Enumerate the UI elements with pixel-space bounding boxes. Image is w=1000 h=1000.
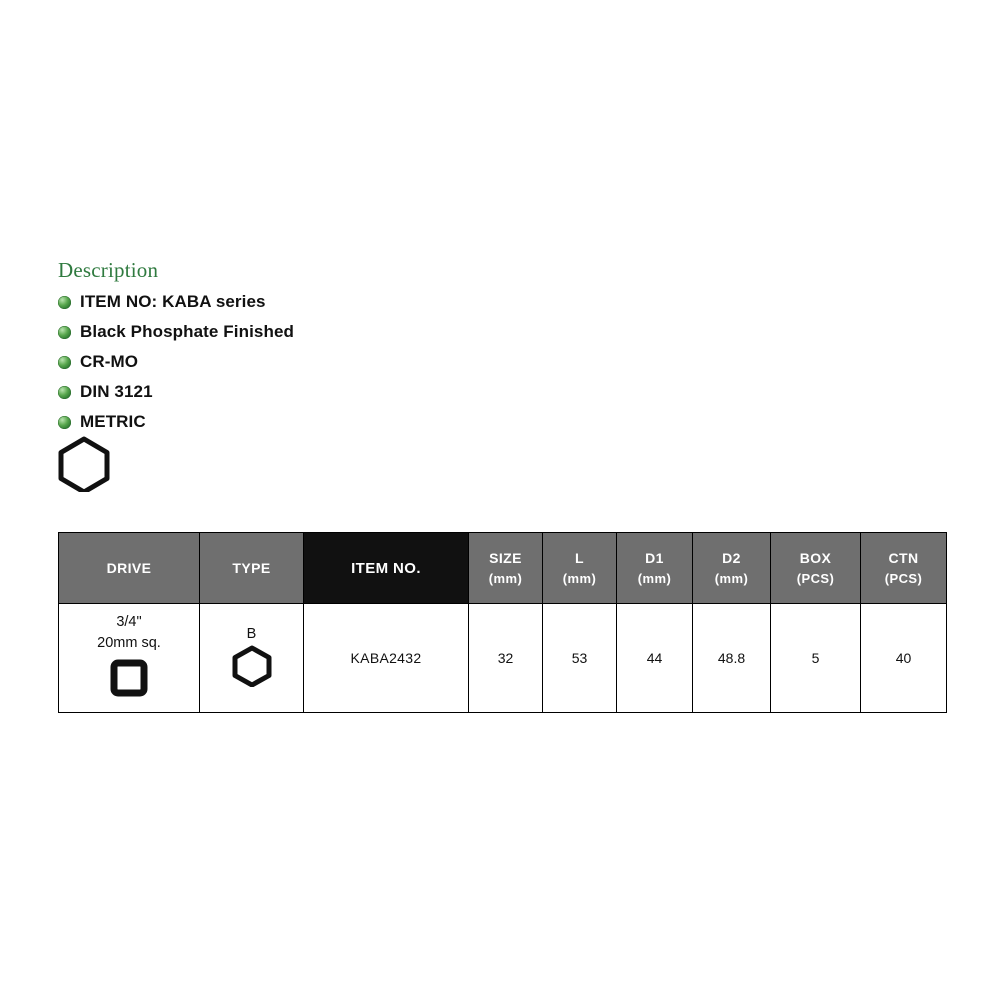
description-title: Description: [58, 258, 159, 282]
cell-ctn: 40: [861, 604, 947, 713]
list-item: [58, 287, 478, 317]
cell-type: [200, 604, 304, 713]
list-item-label: METRIC: [80, 412, 146, 431]
column-header-label: CTN: [888, 550, 919, 566]
drive-size-metric: 20mm sq.: [97, 634, 161, 651]
green-sphere-bullet-icon: [58, 356, 71, 369]
column-header-label: SIZE: [489, 550, 522, 566]
column-header-unit: (PCS): [796, 571, 835, 586]
column-header-drive: [59, 533, 200, 604]
column-header-label: TYPE: [232, 560, 271, 576]
column-header-unit: (mm): [562, 571, 597, 586]
description-block: [58, 258, 478, 437]
list-item-label: ITEM NO: KABA series: [80, 292, 266, 311]
cell-item-no: KABA2432: [304, 604, 469, 713]
drive-size-imperial: 3/4": [116, 613, 142, 630]
column-header-unit: (mm): [488, 571, 523, 586]
green-sphere-bullet-icon: [58, 326, 71, 339]
table-row: [59, 604, 947, 713]
column-header-item-no: [304, 533, 469, 604]
column-header-label: BOX: [799, 550, 832, 566]
cell-box: 5: [771, 604, 861, 713]
list-item-label: CR-MO: [80, 352, 139, 371]
green-sphere-bullet-icon: [58, 296, 71, 309]
green-sphere-bullet-icon: [58, 386, 71, 399]
cell-l: 53: [543, 604, 617, 713]
green-sphere-bullet-icon: [58, 416, 71, 429]
column-header-label: D1: [645, 550, 664, 566]
cell-size: 32: [469, 604, 543, 713]
list-item: [58, 317, 478, 347]
hexagon-outline-icon: [56, 436, 112, 492]
column-header-unit: (mm): [714, 571, 749, 586]
list-item-label: DIN 3121: [80, 382, 153, 401]
column-header-label: L: [575, 550, 584, 566]
column-header-type: [200, 533, 304, 604]
column-header-d2: [693, 533, 771, 604]
column-header-unit: (PCS): [884, 571, 923, 586]
column-header-label: D2: [722, 550, 741, 566]
hexagon-socket-icon: [231, 645, 273, 690]
column-header-size: [469, 533, 543, 604]
cell-d2: 48.8: [693, 604, 771, 713]
description-bullet-list: [58, 287, 478, 437]
cell-drive: [59, 604, 200, 713]
specification-table: [58, 532, 947, 713]
list-item: [58, 407, 478, 437]
column-header-box: [771, 533, 861, 604]
list-item: [58, 377, 478, 407]
column-header-ctn: [861, 533, 947, 604]
square-drive-icon: [107, 659, 151, 704]
cell-d1: 44: [617, 604, 693, 713]
table-header-row: [59, 533, 947, 604]
list-item-label: Black Phosphate Finished: [80, 322, 295, 341]
column-header-label: ITEM NO.: [351, 559, 421, 577]
type-letter: B: [246, 626, 257, 642]
column-header-label: DRIVE: [106, 560, 152, 576]
column-header-d1: [617, 533, 693, 604]
list-item: [58, 347, 478, 377]
column-header-l: [543, 533, 617, 604]
column-header-unit: (mm): [637, 571, 672, 586]
